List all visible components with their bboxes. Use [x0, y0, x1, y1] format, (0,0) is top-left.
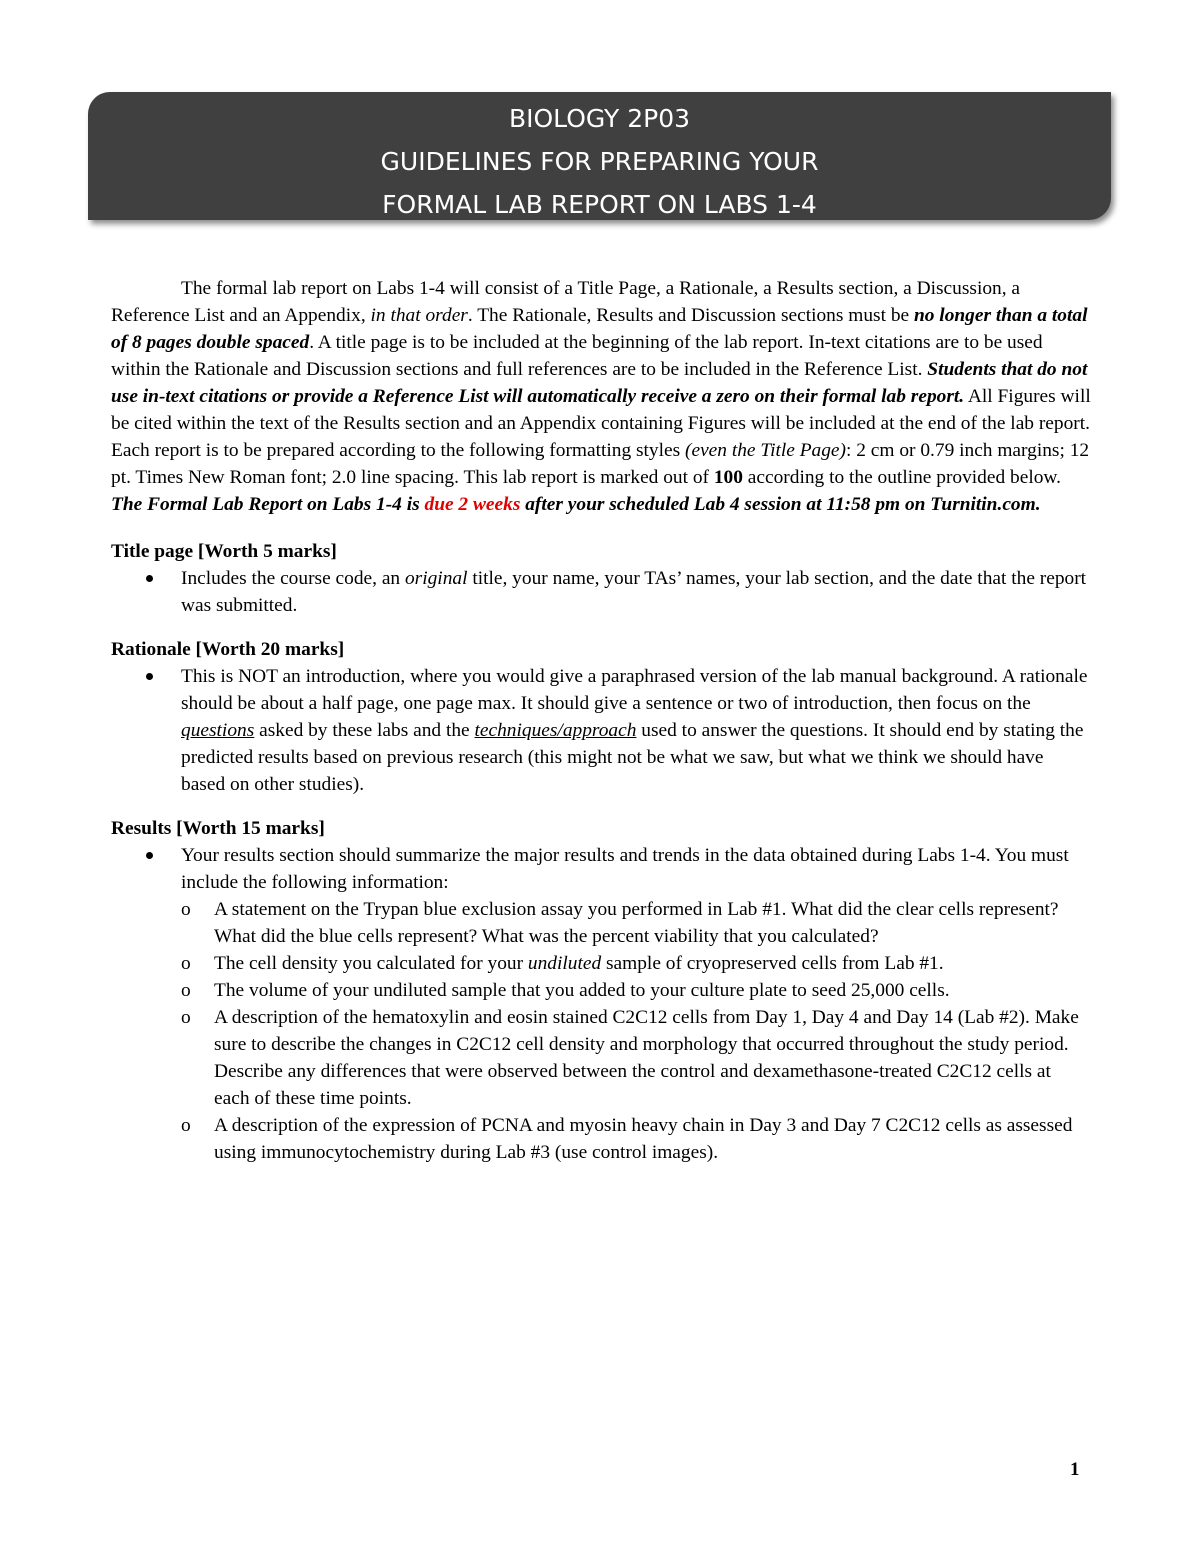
intro-paragraph	[111, 275, 1091, 518]
hollow-bullet-icon: o	[181, 980, 191, 1001]
list-text: used to answer the questions. It should end by stating the predicted results based on previous research (this might not be what we saw, but what we think we should have based on other studies).	[181, 720, 1084, 795]
list-item	[111, 663, 1091, 798]
intro-due-text: The Formal Lab Report on Labs 1-4 is	[111, 494, 425, 515]
hollow-bullet-icon: o	[181, 953, 191, 974]
course-code: BIOLOGY 2P03	[508, 104, 691, 133]
title-page-list	[111, 565, 1091, 619]
sublist-item	[111, 896, 1091, 950]
hollow-bullet-icon: o	[181, 899, 191, 920]
sublist-text: A description of the expression of PCNA and myosin heavy chain in Day 3 and Day 7 C2C12 cells as assessed using immunocytochemistry during Lab #3 (use control images).	[214, 1115, 1073, 1163]
list-text: Includes the course code, an	[181, 568, 405, 589]
intro-due-text: after your scheduled Lab 4 session at 11:58 pm on Turnitin.com.	[520, 494, 1041, 515]
results-heading: Results [Worth 15 marks]	[111, 818, 325, 839]
intro-emphasis-order: in that order	[370, 305, 468, 326]
intro-text: . The Rationale, Results and Discussion sections must be	[467, 305, 914, 326]
list-emphasis: questions	[181, 720, 255, 741]
intro-due-weeks: due 2 weeks	[424, 494, 521, 515]
document-body	[111, 275, 1091, 1166]
hollow-bullet-icon: o	[181, 1115, 191, 1136]
page-number: 1	[1070, 1459, 1080, 1480]
sublist-item	[111, 977, 1091, 1004]
results-sublist	[181, 896, 1091, 1166]
list-text: title, your name, your TAs’ names, your lab section, and the date that the report was submitted.	[181, 568, 1087, 616]
intro-text: The formal lab report on Labs 1-4 will consist of a Title Page, a Rationale, a Results section, a Discussion, a Reference List and an Appendix,	[111, 278, 1021, 326]
list-emphasis: techniques/approach	[474, 720, 637, 741]
intro-text: . A title page is to be included at the beginning of the lab report. In-text citations are to be used within the Rationale and Discussion sections and full references are to be included in the Reference List.	[111, 332, 1043, 380]
sublist-item	[111, 950, 1091, 977]
intro-text: All Figures will be cited within the text of the Results section and an Appendix containing Figures will be included at the end of the lab report. Each report is to be prepared according to the following formatting styles	[111, 386, 1091, 461]
intro-text: : 2 cm or 0.79 inch margins; 12 pt. Times New Roman font; 2.0 line spacing. This lab report is marked out of	[111, 440, 1090, 488]
list-text: Your results section should summarize the major results and trends in the data obtained during Labs 1-4. You must include the following information:	[181, 845, 1069, 893]
hollow-bullet-icon: o	[181, 1007, 191, 1028]
intro-emphasis-title-page: (even the Title Page)	[685, 440, 847, 461]
sublist-text: The volume of your undiluted sample that you added to your culture plate to seed 25,000 cells.	[214, 980, 950, 1001]
list-emphasis: original	[404, 568, 468, 589]
sublist-text: sample of cryopreserved cells from Lab #1.	[601, 953, 944, 974]
title-banner	[88, 92, 1111, 220]
rationale-heading: Rationale [Worth 20 marks]	[111, 639, 345, 660]
list-text: This is NOT an introduction, where you would give a paraphrased version of the lab manual background. A rationale should be about a half page, one page max. It should give a sentence or two of introduction, then focus on the	[181, 666, 1088, 714]
sublist-text: The cell density you calculated for your	[214, 953, 528, 974]
title-page-heading: Title page [Worth 5 marks]	[111, 541, 337, 562]
sublist-text: A statement on the Trypan blue exclusion assay you performed in Lab #1. What did the clear cells represent? What did the blue cells represent? What was the percent viability that you calculated?	[214, 899, 1059, 947]
intro-text: according to the outline provided below.	[742, 467, 1061, 488]
sublist-text: A description of the hematoxylin and eosin stained C2C12 cells from Day 1, Day 4 and Day 14 (Lab #2). Make sure to describe the changes in C2C12 cell density and morphology that occurred throughout the study period. Describe any differences that were observed between the control and dexamethasone-treated C2C12 cells at each of these time points.	[214, 1007, 1079, 1109]
sublist-item	[111, 1004, 1091, 1112]
title-line-3: FORMAL LAB REPORT ON LABS 1-4	[382, 190, 817, 219]
rationale-list	[111, 663, 1091, 798]
list-text: asked by these labs and the	[254, 720, 475, 741]
intro-warning: Students that do not use in-text citations or provide a Reference List will automatically receive a zero on their formal lab report.	[111, 359, 1088, 407]
title-line-2: GUIDELINES FOR PREPARING YOUR	[380, 147, 819, 176]
results-list	[111, 842, 1091, 1166]
list-item	[111, 842, 1091, 1166]
list-item	[111, 565, 1091, 619]
sublist-emphasis: undiluted	[527, 953, 602, 974]
sublist-item	[111, 1112, 1091, 1166]
intro-total-marks: 100	[713, 467, 743, 488]
intro-emphasis-length: no longer than a total of 8 pages double spaced	[111, 305, 1088, 353]
